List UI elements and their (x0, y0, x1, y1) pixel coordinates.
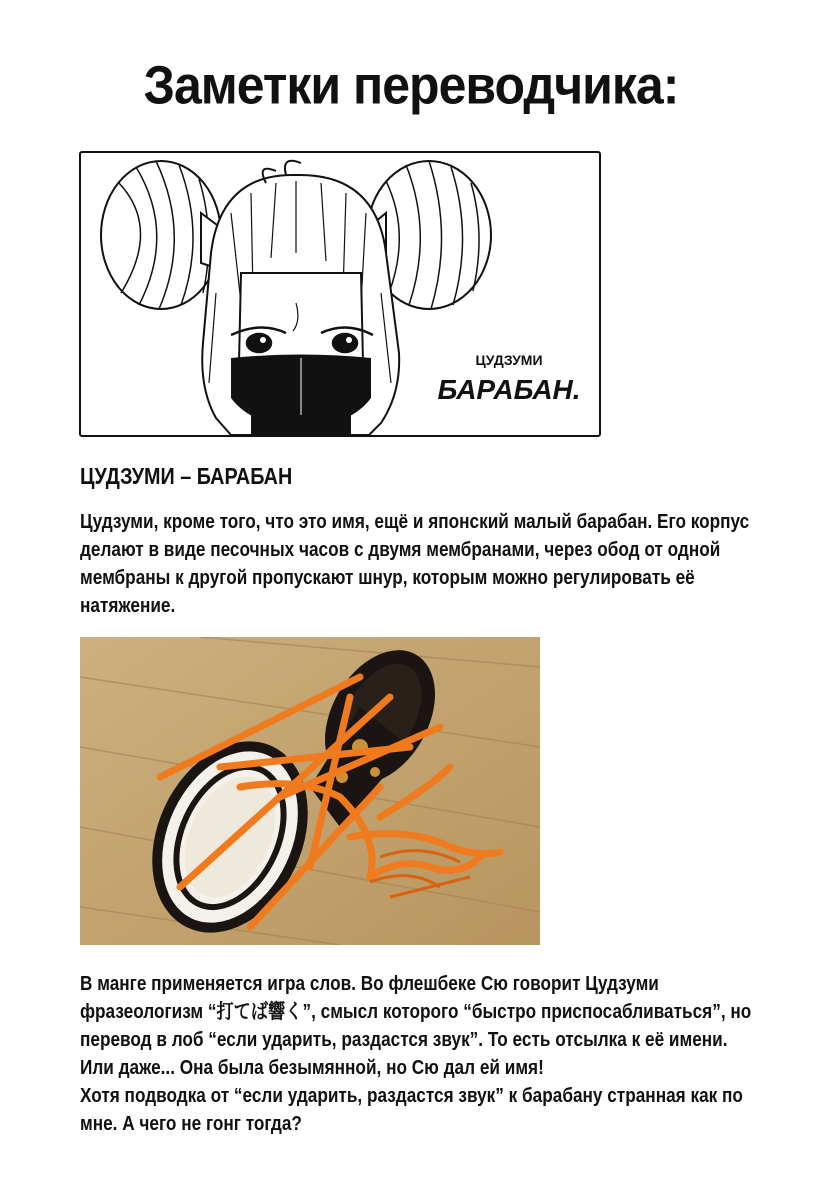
panel-caption-big: БАРАБАН. (437, 374, 581, 405)
paragraph-line: фразеологизм “打てば響く”, смысл которого “быстро приспосабливаться”, но (80, 1001, 752, 1023)
page-title: Заметки переводчика: (143, 54, 679, 116)
paragraph-line: Цудзуми, кроме того, что это имя, ещё и японский малый барабан. Его корпус (80, 511, 750, 533)
paragraph-line: В манге применяется игра слов. Во флешбеке Сю говорит Цудзуми (80, 973, 659, 995)
tsuzumi-drum-photo (80, 637, 540, 945)
paragraph-line: Или даже... Она была безымянной, но Сю дал ей имя! (80, 1057, 544, 1079)
paragraph-line: натяжение. (80, 595, 176, 617)
face-mask (231, 355, 371, 436)
paragraph-line: делают в виде песочных часов с двумя мембранами, через обод от одной (80, 539, 721, 561)
paragraph-wordplay (80, 970, 759, 1138)
panel-caption-small: ЦУДЗУМИ (475, 352, 543, 368)
paragraph-line: мне. А чего не гонг тогда? (80, 1113, 302, 1135)
girl-with-drum-buns-illustration (81, 153, 599, 435)
paragraph-line: Хотя подводка от “если ударить, раздастся звук” к барабану странная как по (80, 1085, 743, 1107)
manga-panel (79, 151, 601, 437)
paragraph-line: перевод в лоб “если ударить, раздастся звук”. То есть отсылка к её имени. (80, 1029, 728, 1051)
paragraph-line: мембраны к другой пропускают шнур, которым можно регулировать её (80, 567, 695, 589)
paragraph-drum-description (80, 508, 759, 620)
section-heading: ЦУДЗУМИ – БАРАБАН (80, 463, 293, 489)
